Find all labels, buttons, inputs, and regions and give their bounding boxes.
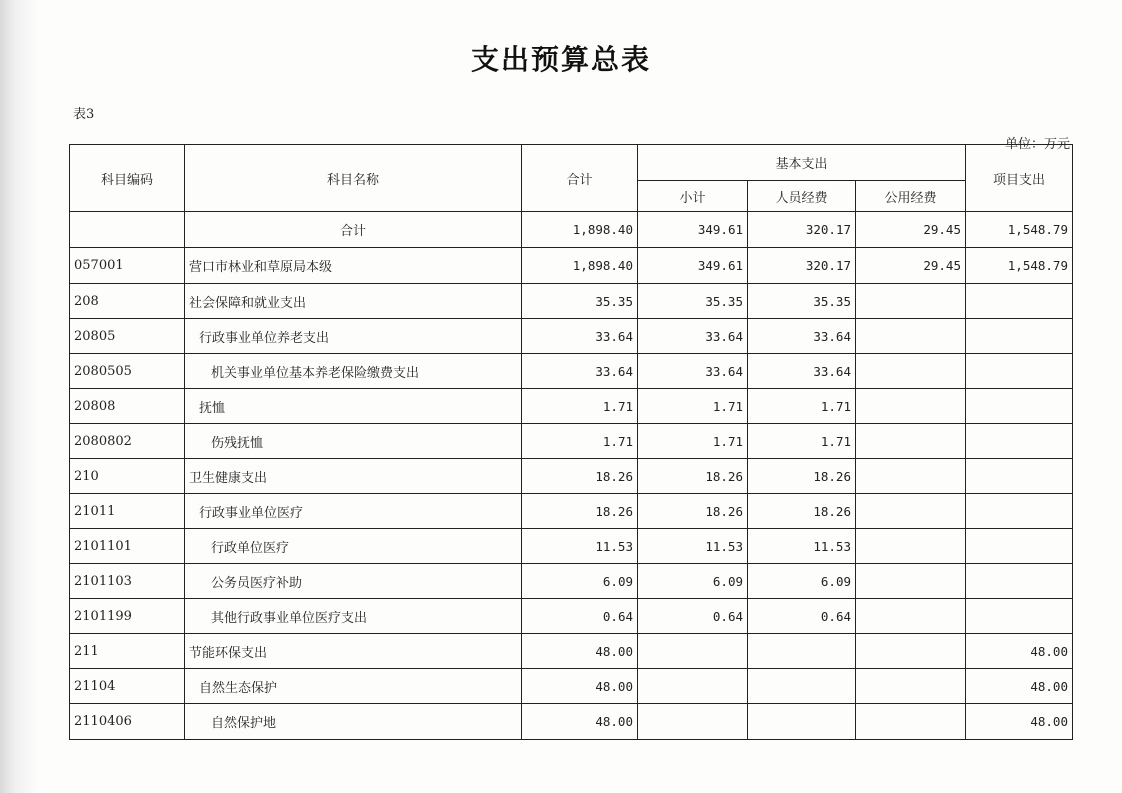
cell-subtotal: 6.09 xyxy=(638,564,748,599)
page-binding-edge xyxy=(0,0,40,793)
unit-label: 单位：万元 xyxy=(1004,137,1070,152)
cell-personnel xyxy=(748,669,856,704)
cell-code: 21104 xyxy=(70,669,185,704)
total-row xyxy=(70,212,1073,248)
cell-total: 6.09 xyxy=(522,564,638,599)
cell-code: 20808 xyxy=(70,389,185,424)
cell-project xyxy=(966,494,1073,529)
cell-code: 2101101 xyxy=(70,529,185,564)
header-basic: 基本支出 xyxy=(638,145,966,181)
cell-public xyxy=(856,389,966,424)
cell-code: 2110406 xyxy=(70,704,185,740)
cell-code: 21011 xyxy=(70,494,185,529)
table-row xyxy=(70,459,1073,494)
cell-personnel: 0.64 xyxy=(748,599,856,634)
cell-personnel: 18.26 xyxy=(748,459,856,494)
cell-name: 自然保护地 xyxy=(185,704,522,740)
cell-total: 48.00 xyxy=(522,669,638,704)
cell-name: 伤残抚恤 xyxy=(185,424,522,459)
header-subtotal: 小计 xyxy=(638,181,748,212)
cell-name: 节能环保支出 xyxy=(185,634,522,669)
cell-project xyxy=(966,424,1073,459)
cell-total: 48.00 xyxy=(522,634,638,669)
header-personnel: 人员经费 xyxy=(748,181,856,212)
cell-name: 其他行政事业单位医疗支出 xyxy=(185,599,522,634)
cell-name: 抚恤 xyxy=(185,389,522,424)
cell-subtotal: 349.61 xyxy=(638,248,748,284)
table-row xyxy=(70,389,1073,424)
header-name: 科目名称 xyxy=(185,145,522,212)
table-row xyxy=(70,529,1073,564)
cell-project xyxy=(966,284,1073,319)
table-row xyxy=(70,564,1073,599)
cell-subtotal: 18.26 xyxy=(638,494,748,529)
cell-name: 合计 xyxy=(185,212,522,248)
cell-total: 33.64 xyxy=(522,319,638,354)
cell-name: 自然生态保护 xyxy=(185,669,522,704)
cell-code: 20805 xyxy=(70,319,185,354)
budget-table xyxy=(69,144,1073,740)
cell-personnel: 11.53 xyxy=(748,529,856,564)
cell-project: 1,548.79 xyxy=(966,212,1073,248)
table-row xyxy=(70,634,1073,669)
cell-name: 行政单位医疗 xyxy=(185,529,522,564)
cell-subtotal: 1.71 xyxy=(638,389,748,424)
cell-code: 057001 xyxy=(70,248,185,284)
cell-name: 营口市林业和草原局本级 xyxy=(185,248,522,284)
cell-code: 210 xyxy=(70,459,185,494)
cell-personnel: 1.71 xyxy=(748,424,856,459)
cell-public xyxy=(856,459,966,494)
header-code: 科目编码 xyxy=(70,145,185,212)
cell-subtotal xyxy=(638,669,748,704)
cell-project: 1,548.79 xyxy=(966,248,1073,284)
cell-code: 208 xyxy=(70,284,185,319)
cell-total: 1.71 xyxy=(522,424,638,459)
cell-project xyxy=(966,599,1073,634)
cell-code xyxy=(70,212,185,248)
table-number: 表3 xyxy=(73,107,95,122)
cell-personnel: 1.71 xyxy=(748,389,856,424)
cell-public xyxy=(856,319,966,354)
cell-public xyxy=(856,529,966,564)
cell-project: 48.00 xyxy=(966,634,1073,669)
cell-personnel: 33.64 xyxy=(748,319,856,354)
cell-subtotal: 0.64 xyxy=(638,599,748,634)
cell-personnel: 6.09 xyxy=(748,564,856,599)
table-row xyxy=(70,319,1073,354)
cell-public: 29.45 xyxy=(856,248,966,284)
table-row xyxy=(70,284,1073,319)
cell-public xyxy=(856,634,966,669)
cell-public xyxy=(856,669,966,704)
table-row xyxy=(70,494,1073,529)
cell-personnel: 33.64 xyxy=(748,354,856,389)
cell-subtotal: 33.64 xyxy=(638,354,748,389)
cell-personnel: 320.17 xyxy=(748,248,856,284)
cell-public xyxy=(856,284,966,319)
cell-personnel: 18.26 xyxy=(748,494,856,529)
cell-code: 2080505 xyxy=(70,354,185,389)
cell-code: 2101199 xyxy=(70,599,185,634)
cell-project xyxy=(966,459,1073,494)
cell-name: 社会保障和就业支出 xyxy=(185,284,522,319)
cell-total: 11.53 xyxy=(522,529,638,564)
cell-public xyxy=(856,424,966,459)
table-row xyxy=(70,704,1073,740)
header-public: 公用经费 xyxy=(856,181,966,212)
cell-project xyxy=(966,389,1073,424)
cell-personnel xyxy=(748,634,856,669)
cell-total: 18.26 xyxy=(522,494,638,529)
table-body xyxy=(70,212,1073,740)
cell-public xyxy=(856,704,966,740)
cell-project: 48.00 xyxy=(966,669,1073,704)
cell-subtotal: 18.26 xyxy=(638,459,748,494)
cell-code: 2080802 xyxy=(70,424,185,459)
cell-total: 33.64 xyxy=(522,354,638,389)
cell-project: 48.00 xyxy=(966,704,1073,740)
cell-subtotal: 11.53 xyxy=(638,529,748,564)
table-row xyxy=(70,354,1073,389)
cell-name: 行政事业单位养老支出 xyxy=(185,319,522,354)
cell-name: 公务员医疗补助 xyxy=(185,564,522,599)
cell-project xyxy=(966,529,1073,564)
cell-personnel: 320.17 xyxy=(748,212,856,248)
cell-subtotal xyxy=(638,704,748,740)
header-total: 合计 xyxy=(522,145,638,212)
cell-public xyxy=(856,599,966,634)
cell-total: 18.26 xyxy=(522,459,638,494)
table-row xyxy=(70,669,1073,704)
cell-name: 行政事业单位医疗 xyxy=(185,494,522,529)
cell-code: 2101103 xyxy=(70,564,185,599)
cell-subtotal: 349.61 xyxy=(638,212,748,248)
cell-public xyxy=(856,564,966,599)
cell-total: 1.71 xyxy=(522,389,638,424)
cell-total: 1,898.40 xyxy=(522,248,638,284)
cell-project xyxy=(966,564,1073,599)
page-title: 支出预算总表 xyxy=(470,43,651,76)
cell-total: 1,898.40 xyxy=(522,212,638,248)
cell-public xyxy=(856,354,966,389)
cell-subtotal: 1.71 xyxy=(638,424,748,459)
cell-name: 机关事业单位基本养老保险缴费支出 xyxy=(185,354,522,389)
cell-total: 35.35 xyxy=(522,284,638,319)
cell-total: 0.64 xyxy=(522,599,638,634)
cell-subtotal: 33.64 xyxy=(638,319,748,354)
cell-total: 48.00 xyxy=(522,704,638,740)
cell-personnel: 35.35 xyxy=(748,284,856,319)
cell-code: 211 xyxy=(70,634,185,669)
cell-project xyxy=(966,319,1073,354)
cell-subtotal: 35.35 xyxy=(638,284,748,319)
table-row xyxy=(70,248,1073,284)
header-project: 项目支出 xyxy=(966,145,1073,212)
cell-project xyxy=(966,354,1073,389)
cell-public xyxy=(856,494,966,529)
cell-public: 29.45 xyxy=(856,212,966,248)
table-row xyxy=(70,424,1073,459)
cell-subtotal xyxy=(638,634,748,669)
cell-name: 卫生健康支出 xyxy=(185,459,522,494)
table-row xyxy=(70,599,1073,634)
cell-personnel xyxy=(748,704,856,740)
